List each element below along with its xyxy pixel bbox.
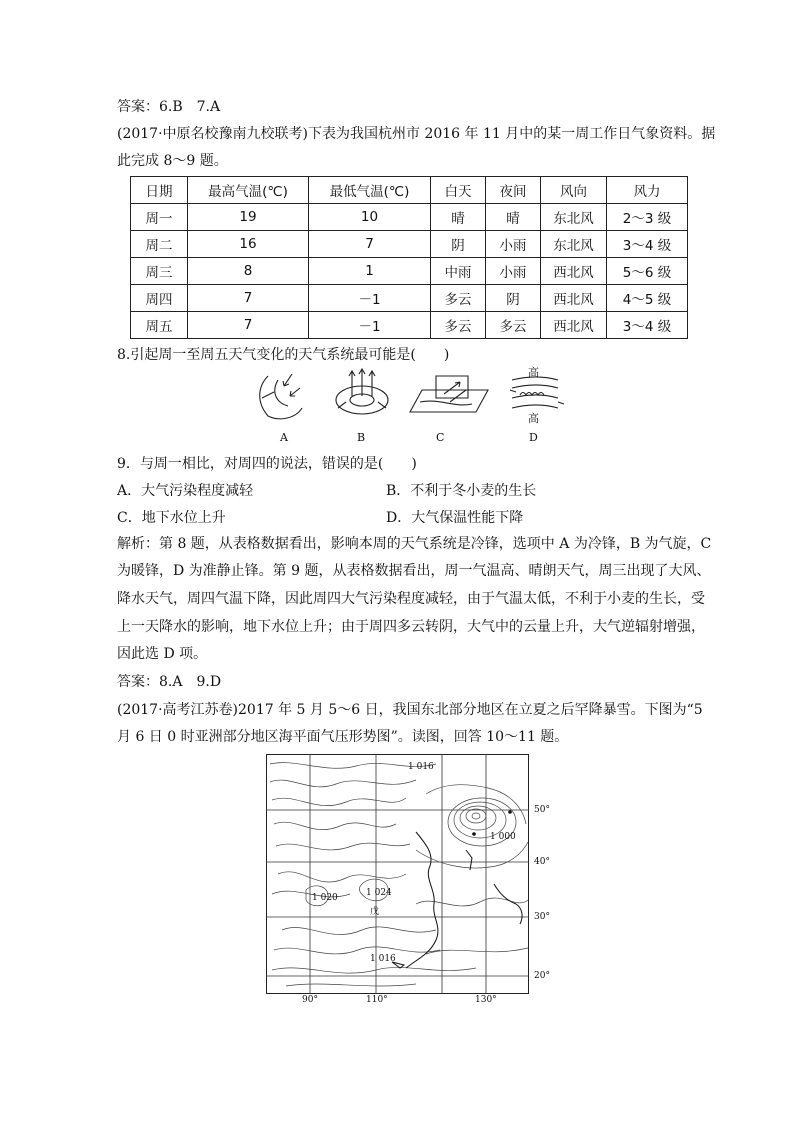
figure-label-c: C bbox=[436, 431, 445, 444]
weather-table bbox=[130, 176, 688, 339]
low-pressure-center bbox=[472, 832, 476, 836]
option-d: D．大气保温性能下降 bbox=[386, 510, 524, 526]
weather-system-figures bbox=[240, 368, 570, 444]
header-cell: 最低气温(℃) bbox=[309, 177, 431, 204]
isobar-label-1016-south: 1 016 bbox=[370, 954, 396, 964]
table-header-row bbox=[131, 177, 688, 204]
question-8: 8.引起周一至周五天气变化的天气系统最可能是( ) bbox=[117, 347, 450, 363]
figure-a-cold-front bbox=[260, 374, 302, 419]
header-cell: 风向 bbox=[541, 177, 607, 204]
table-cell: 中雨 bbox=[431, 258, 486, 285]
table-cell: 10 bbox=[309, 204, 431, 231]
table-cell: 晴 bbox=[431, 204, 486, 231]
table-cell: 晴 bbox=[486, 204, 541, 231]
isobar-label-1016-north: 1 016 bbox=[408, 762, 434, 772]
table-cell: 2～3 级 bbox=[607, 204, 688, 231]
figure-label-d: D bbox=[529, 431, 538, 444]
table-cell: 阴 bbox=[486, 285, 541, 312]
table-row bbox=[131, 204, 688, 231]
table-cell: 8 bbox=[188, 258, 309, 285]
header-cell: 白天 bbox=[431, 177, 486, 204]
isobar-label-1000: 1 000 bbox=[490, 832, 516, 842]
table-cell: 小雨 bbox=[486, 231, 541, 258]
table-cell: －1 bbox=[309, 285, 431, 312]
latitude-label-50: 50° bbox=[534, 805, 550, 815]
isobar-label-1024: 1 024 bbox=[366, 888, 392, 898]
answer-6-7: 答案：6.B 7.A bbox=[117, 99, 221, 115]
table-cell: 5～6 级 bbox=[607, 258, 688, 285]
option-c: C．地下水位上升 bbox=[117, 510, 226, 526]
question-9: 9．与周一相比，对周四的说法，错误的是( ) bbox=[117, 456, 417, 472]
place-label-wu: 戊 bbox=[370, 907, 380, 917]
header-cell: 夜间 bbox=[486, 177, 541, 204]
table-cell: 16 bbox=[188, 231, 309, 258]
analysis-line-3: 降水天气，周四气温下降，因此周四大气污染程度减轻，由于气温太低，不利于小麦的生长，受 bbox=[117, 591, 705, 607]
table-cell: 7 bbox=[188, 285, 309, 312]
table-cell: 7 bbox=[188, 312, 309, 339]
figure-d-label-high-top: 高 bbox=[528, 366, 539, 379]
table-cell: －1 bbox=[309, 312, 431, 339]
table-row bbox=[131, 258, 688, 285]
pressure-map-drawing bbox=[266, 754, 530, 996]
analysis-line-2: 为暖锋，D 为准静止锋。第 9 题，从表格数据看出，周一气温高、晴朗天气，周三出现了大风、 bbox=[117, 563, 711, 579]
answer-8-9: 答案：8.A 9.D bbox=[117, 674, 222, 690]
option-b: B．不利于冬小麦的生长 bbox=[386, 483, 537, 499]
latitude-label-40: 40° bbox=[534, 857, 550, 867]
table-cell: 7 bbox=[309, 231, 431, 258]
longitude-label-90: 90° bbox=[302, 995, 318, 1005]
table-cell: 东北风 bbox=[541, 204, 607, 231]
header-cell: 风力 bbox=[607, 177, 688, 204]
table-cell: 周二 bbox=[131, 231, 188, 258]
longitude-label-110: 110° bbox=[366, 995, 388, 1005]
table-cell: 多云 bbox=[431, 312, 486, 339]
analysis-line-5: 因此选 D 项。 bbox=[117, 646, 208, 662]
figure-d-stationary-front bbox=[510, 377, 564, 408]
table-cell: 周一 bbox=[131, 204, 188, 231]
table-cell: 1 bbox=[309, 258, 431, 285]
table-cell: 周五 bbox=[131, 312, 188, 339]
table-cell: 周四 bbox=[131, 285, 188, 312]
table-cell: 4～5 级 bbox=[607, 285, 688, 312]
latitude-label-20: 20° bbox=[534, 971, 550, 981]
header-cell: 日期 bbox=[131, 177, 188, 204]
pressure-point bbox=[508, 810, 512, 814]
analysis-line-4: 上一天降水的影响，地下水位上升；由于周四多云转阴，大气中的云量上升，大气逆辐射增强， bbox=[117, 619, 705, 635]
table-cell: 多云 bbox=[486, 312, 541, 339]
figure-d-label-high-bottom: 高 bbox=[528, 412, 539, 425]
intro-q8-9-line2: 此完成 8～9 题。 bbox=[117, 153, 228, 169]
table-cell: 19 bbox=[188, 204, 309, 231]
table-cell: 东北风 bbox=[541, 231, 607, 258]
figure-label-b: B bbox=[357, 431, 366, 444]
isobar-label-1020: 1 020 bbox=[312, 893, 338, 903]
table-row bbox=[131, 285, 688, 312]
intro-q10-11-line1: (2017·高考江苏卷)2017 年 5 月 5～6 日，我国东北部分地区在立夏之后罕降暴雪。下图为“5 bbox=[117, 702, 703, 718]
table-cell: 3～4 级 bbox=[607, 231, 688, 258]
sea-level-pressure-map bbox=[266, 754, 562, 1005]
analysis-line-1: 解析：第 8 题，从表格数据看出，影响本周的天气系统是冷锋，选项中 A 为冷锋，B 为气旋，C bbox=[117, 536, 712, 552]
header-cell: 最高气温(℃) bbox=[188, 177, 309, 204]
table-cell: 西北风 bbox=[541, 258, 607, 285]
table-row bbox=[131, 312, 688, 339]
option-a: A．大气污染程度减轻 bbox=[117, 483, 254, 499]
figure-b-cyclone bbox=[336, 369, 388, 414]
table-cell: 3～4 级 bbox=[607, 312, 688, 339]
table-cell: 多云 bbox=[431, 285, 486, 312]
table-cell: 西北风 bbox=[541, 285, 607, 312]
figure-c-warm-front bbox=[410, 376, 488, 412]
table-cell: 周三 bbox=[131, 258, 188, 285]
figure-label-a: A bbox=[280, 431, 288, 444]
table-row bbox=[131, 231, 688, 258]
weather-system-diagrams bbox=[240, 368, 570, 428]
table-cell: 小雨 bbox=[486, 258, 541, 285]
longitude-label-130: 130° bbox=[475, 995, 497, 1005]
latitude-label-30: 30° bbox=[534, 912, 550, 922]
table-cell: 西北风 bbox=[541, 312, 607, 339]
intro-q8-9-line1: (2017·中原名校豫南九校联考)下表为我国杭州市 2016 年 11 月中的某一周工作日气象资料。据 bbox=[117, 126, 716, 142]
intro-q10-11-line2: 月 6 日 0 时亚洲部分地区海平面气压形势图”。读图，回答 10～11 题。 bbox=[117, 729, 569, 745]
table-cell: 阴 bbox=[431, 231, 486, 258]
